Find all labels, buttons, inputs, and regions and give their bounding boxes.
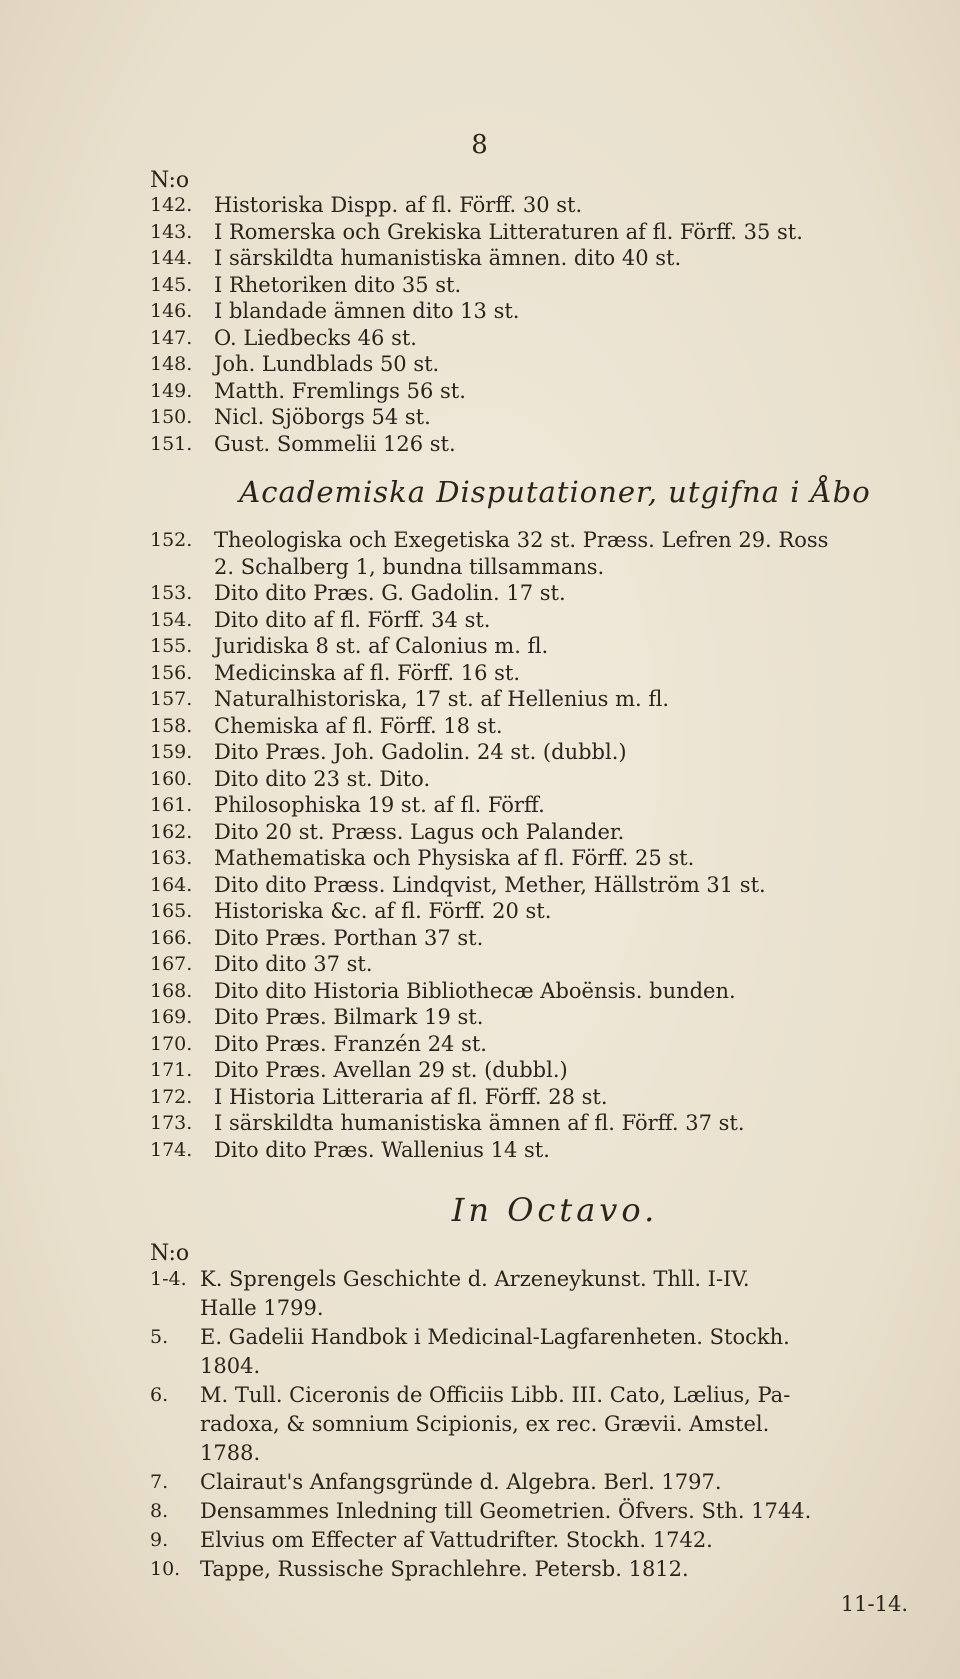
- list-item: [150, 580, 920, 607]
- entry-text: Theologiska och Exegetiska 32 st. Præss. Lefren 29. Ross: [214, 528, 829, 552]
- list-item: [150, 925, 920, 952]
- entry-number: 145.: [150, 273, 193, 296]
- entry-number: 159.: [150, 741, 193, 763]
- list-item: [150, 192, 920, 219]
- list-item: [150, 1265, 920, 1294]
- entry-number: 8.: [150, 1500, 169, 1522]
- list-item: [150, 1137, 920, 1164]
- entry-number: 160.: [150, 767, 193, 790]
- entry-text: I särskildta humanistiska ämnen af fl. Förff. 37 st.: [214, 1111, 745, 1135]
- entry-number: 174.: [150, 1138, 193, 1161]
- entry-number: 169.: [150, 1006, 193, 1028]
- entry-text: Elvius om Effecter af Vattudrifter. Stockh. 1742.: [200, 1528, 713, 1552]
- entry-text: Nicl. Sjöborgs 54 st.: [214, 405, 431, 429]
- list-item: [150, 1497, 920, 1526]
- entry-number: 173.: [150, 1112, 193, 1134]
- list-item: [150, 1031, 920, 1058]
- list-item: [150, 686, 920, 713]
- list-item: [150, 660, 920, 687]
- catchword: 11-14.: [840, 1592, 908, 1616]
- entry-text: Dito 20 st. Præss. Lagus och Palander.: [214, 819, 625, 844]
- entry-number: 6.: [150, 1384, 169, 1406]
- entry-number: 167.: [150, 953, 193, 975]
- entry-text: Tappe, Russische Sprachlehre. Petersb. 1812.: [200, 1557, 689, 1581]
- section-title-octavo: In Octavo.: [451, 1191, 659, 1229]
- list-item: [150, 951, 920, 978]
- list-item: [150, 819, 920, 846]
- list-item: [150, 633, 920, 660]
- entry-text: Dito dito Præs. Wallenius 14 st.: [214, 1137, 550, 1162]
- list-item: [150, 1468, 920, 1497]
- entry-number: 148.: [150, 353, 193, 375]
- entry-text: Matth. Fremlings 56 st.: [214, 378, 466, 403]
- entry-number: 146.: [150, 300, 193, 322]
- list-item: [150, 713, 920, 740]
- list-item: [150, 766, 920, 793]
- list-item: [150, 1084, 920, 1111]
- entry-number: 1-4.: [150, 1268, 187, 1290]
- entry-number: 154.: [150, 608, 193, 631]
- octavo-number-column-label: N:o: [150, 1241, 190, 1266]
- entry-number: 142.: [150, 194, 193, 216]
- entry-text: Juridiska 8 st. af Calonius m. fl.: [214, 634, 549, 658]
- entry-text: Historiska Dispp. af fl. Förff. 30 st.: [214, 193, 583, 217]
- entry-text: Dito dito Præss. Lindqvist, Mether, Hällström 31 st.: [214, 872, 766, 897]
- entry-number: 144.: [150, 247, 193, 269]
- list-item: [150, 298, 920, 325]
- list-item: [150, 1381, 920, 1410]
- entry-number: 150.: [150, 406, 193, 428]
- entry-text: Naturalhistoriska, 17 st. af Hellenius m. fl.: [214, 687, 670, 711]
- entry-number: 7.: [150, 1471, 169, 1493]
- entry-text: Dito dito af fl. Förff. 34 st.: [214, 607, 491, 632]
- entry-number: 170.: [150, 1032, 193, 1055]
- entry-text: I Romerska och Grekiska Litteraturen af fl. Förff. 35 st.: [214, 219, 803, 244]
- list-item: [150, 1004, 920, 1031]
- entry-number: 153.: [150, 582, 193, 604]
- entry-number: 9.: [150, 1529, 169, 1551]
- list-item: [150, 1555, 920, 1584]
- list-item: [150, 219, 920, 246]
- list-item: [150, 872, 920, 899]
- entry-number: 151.: [150, 432, 193, 455]
- entry-number: 158.: [150, 714, 193, 737]
- entry-number: 149.: [150, 379, 193, 402]
- entry-text: I Rhetoriken dito 35 st.: [214, 272, 462, 297]
- list-item: [150, 898, 920, 925]
- entry-text: K. Sprengels Geschichte d. Arzeneykunst. Thll. I-IV.: [200, 1267, 750, 1291]
- entry-number: 168.: [150, 979, 193, 1002]
- list-item: [150, 1323, 920, 1352]
- entry-text: Mathematiska och Physiska af fl. Förff. 25 st.: [214, 846, 695, 870]
- entry-number: 161.: [150, 794, 193, 816]
- list-item: [150, 245, 920, 272]
- list-item: [150, 378, 920, 405]
- entry-text: Dito Præs. Bilmark 19 st.: [214, 1005, 484, 1029]
- list-item: [150, 845, 920, 872]
- octavo-entries-list: [150, 1265, 920, 1584]
- entry-text: Dito dito 37 st.: [214, 952, 373, 976]
- entry-continuation: 1804.: [200, 1354, 261, 1378]
- list-item: [150, 792, 920, 819]
- entry-text: Dito dito 23 st. Dito.: [214, 766, 431, 791]
- entry-text: Philosophiska 19 st. af fl. Förff.: [214, 793, 545, 817]
- entry-text: Historiska &c. af fl. Förff. 20 st.: [214, 899, 552, 923]
- entry-number: 166.: [150, 926, 193, 949]
- entry-number: 143.: [150, 220, 193, 243]
- list-item: [150, 739, 920, 766]
- list-item: [150, 607, 920, 634]
- entry-text: O. Liedbecks 46 st.: [214, 325, 417, 350]
- entry-number: 10.: [150, 1558, 181, 1580]
- entry-number: 147.: [150, 326, 193, 349]
- entry-text: Densammes Inledning till Geometrien. Öfvers. Sth. 1744.: [200, 1499, 812, 1523]
- entry-text: Chemiska af fl. Förff. 18 st.: [214, 713, 503, 738]
- list-item: [150, 1057, 920, 1084]
- list-item: [150, 272, 920, 299]
- entry-text: E. Gadelii Handbok i Medicinal-Lagfarenheten. Stockh.: [200, 1325, 790, 1349]
- entry-text: Dito Præs. Franzén 24 st.: [214, 1031, 487, 1056]
- entry-continuation: 2. Schalberg 1, bundna tillsammans.: [214, 554, 605, 579]
- list-item: [150, 351, 920, 378]
- entry-number: 171.: [150, 1059, 193, 1081]
- entry-number: 152.: [150, 529, 193, 551]
- page-number: 8: [471, 130, 489, 160]
- entry-text: I blandade ämnen dito 13 st.: [214, 299, 520, 323]
- entry-number: 156.: [150, 661, 193, 684]
- entry-text: Dito Præs. Porthan 37 st.: [214, 925, 484, 950]
- entries-list-a: [150, 192, 920, 457]
- entry-text: Dito dito Præs. G. Gadolin. 17 st.: [214, 581, 566, 605]
- entry-number: 165.: [150, 900, 193, 922]
- list-item: [150, 1110, 920, 1137]
- list-item: [150, 325, 920, 352]
- entry-text: I Historia Litteraria af fl. Förff. 28 st.: [214, 1084, 608, 1109]
- entry-text: Joh. Lundblads 50 st.: [214, 352, 440, 376]
- entry-continuation: radoxa, & somnium Scipionis, ex rec. Grævii. Amstel.: [200, 1412, 770, 1436]
- entry-text: Gust. Sommelii 126 st.: [214, 431, 456, 456]
- entry-number: 164.: [150, 873, 193, 896]
- entry-number: 172.: [150, 1085, 193, 1108]
- list-item: [150, 431, 920, 458]
- entry-number: 155.: [150, 635, 193, 657]
- entry-text: Medicinska af fl. Förff. 16 st.: [214, 660, 521, 685]
- entry-number: 5.: [150, 1326, 169, 1348]
- entry-text: I särskildta humanistiska ämnen. dito 40 st.: [214, 246, 682, 270]
- entry-text: Dito Præs. Avellan 29 st. (dubbl.): [214, 1058, 568, 1082]
- entry-text: M. Tull. Ciceronis de Officiis Libb. III. Cato, Lælius, Pa-: [200, 1383, 791, 1407]
- entries-list-b: [150, 527, 920, 1163]
- list-item: [150, 1526, 920, 1555]
- list-item: [150, 404, 920, 431]
- entry-text: Clairaut's Anfangsgründe d. Algebra. Berl. 1797.: [200, 1470, 722, 1494]
- entry-text: Dito Præs. Joh. Gadolin. 24 st. (dubbl.): [214, 740, 627, 764]
- list-item: [150, 527, 920, 554]
- entry-text: Dito dito Historia Bibliothecæ Aboënsis. bunden.: [214, 978, 736, 1003]
- number-column-label: N:o: [150, 168, 190, 193]
- entry-number: 162.: [150, 820, 193, 843]
- entry-continuation: 1788.: [200, 1441, 261, 1465]
- entry-continuation: Halle 1799.: [200, 1296, 324, 1320]
- entry-number: 157.: [150, 688, 193, 710]
- section-title-disputationer: Academiska Disputationer, utgifna i Åbo: [239, 475, 871, 509]
- entry-number: 163.: [150, 847, 193, 869]
- list-item: [150, 978, 920, 1005]
